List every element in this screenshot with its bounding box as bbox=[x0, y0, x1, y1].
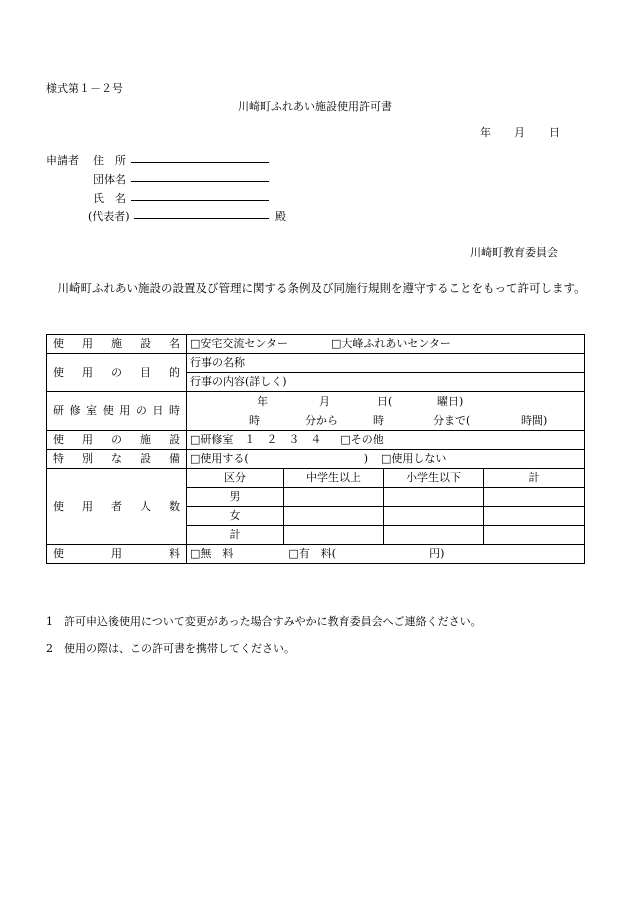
users-header-elementary: 小学生以下 bbox=[384, 469, 484, 488]
users-cell[interactable] bbox=[484, 488, 585, 507]
facility-option-omine[interactable]: □大峰ふれあいセンター bbox=[330, 337, 451, 350]
equipment-nouse-option[interactable]: □使用しない bbox=[380, 452, 447, 465]
group-field[interactable] bbox=[131, 169, 269, 182]
representative-field[interactable] bbox=[134, 206, 269, 219]
event-name-field[interactable]: 行事の名称 bbox=[187, 354, 585, 373]
datetime-field[interactable] bbox=[187, 392, 585, 431]
dt-hour-start: 時 bbox=[249, 414, 260, 427]
users-cell[interactable] bbox=[284, 507, 384, 526]
datetime-label: 研修室使用の日時 bbox=[47, 392, 187, 431]
date-month: 月 bbox=[514, 126, 525, 139]
page-title: 川崎町ふれあい施設使用許可書 bbox=[238, 100, 392, 113]
dt-from: 分から bbox=[305, 414, 338, 427]
fee-row bbox=[47, 545, 585, 564]
event-detail-field[interactable]: 行事の内容(詳しく) bbox=[187, 373, 585, 392]
date-day: 日 bbox=[549, 126, 560, 139]
address-field[interactable] bbox=[131, 150, 269, 163]
representative-label: (代表者) bbox=[88, 210, 130, 223]
group-label: 団体名 bbox=[93, 173, 126, 186]
users-row-label: 計 bbox=[187, 526, 284, 545]
fee-yen: 円) bbox=[429, 547, 445, 560]
users-cell[interactable] bbox=[384, 488, 484, 507]
issuer: 川崎町教育委員会 bbox=[470, 246, 558, 259]
dt-until: 分まで( bbox=[433, 414, 471, 427]
address-label: 住 所 bbox=[93, 154, 126, 167]
room-label: 使用の施設 bbox=[47, 431, 187, 450]
facility-row bbox=[47, 335, 585, 354]
users-header-total: 計 bbox=[484, 469, 585, 488]
users-header-category: 区分 bbox=[187, 469, 284, 488]
application-table bbox=[46, 334, 585, 564]
users-cell[interactable] bbox=[484, 507, 585, 526]
dt-day: 日( bbox=[377, 395, 393, 408]
datetime-row bbox=[47, 392, 585, 431]
purpose-row bbox=[47, 354, 585, 373]
equipment-row bbox=[47, 450, 585, 469]
users-cell[interactable] bbox=[384, 526, 484, 545]
users-cell[interactable] bbox=[284, 488, 384, 507]
form-number: 様式第１－２号 bbox=[46, 82, 123, 95]
dt-year: 年 bbox=[257, 395, 268, 408]
purpose-label: 使用の目的 bbox=[47, 354, 187, 392]
users-label: 使用者人数 bbox=[47, 469, 187, 545]
note-1: 1 許可申込後使用について変更があった場合すみやかに教育委員会へご連絡ください。 bbox=[46, 615, 482, 628]
users-row-label: 男 bbox=[187, 488, 284, 507]
date-year: 年 bbox=[480, 126, 491, 139]
dt-month: 月 bbox=[319, 395, 330, 408]
users-header-junior-high: 中学生以上 bbox=[284, 469, 384, 488]
room-option-training[interactable]: □研修室 １ ２ ３ ４ bbox=[190, 433, 322, 446]
equipment-label: 特別な設備 bbox=[47, 450, 187, 469]
applicant-heading: 申請者 bbox=[46, 154, 79, 167]
users-cell[interactable] bbox=[484, 526, 585, 545]
room-option-other[interactable]: □その他 bbox=[340, 433, 384, 446]
dt-hours: 時間) bbox=[521, 414, 548, 427]
facility-label: 使用施設名 bbox=[47, 335, 187, 354]
honorific: 殿 bbox=[275, 210, 286, 223]
users-cell[interactable] bbox=[284, 526, 384, 545]
fee-label: 使用料 bbox=[47, 545, 187, 564]
users-header-row bbox=[47, 469, 585, 488]
fee-free-option[interactable]: □無 料 bbox=[190, 547, 234, 560]
facility-option-ataka[interactable]: □安宅交流センター bbox=[190, 337, 288, 350]
users-cell[interactable] bbox=[384, 507, 484, 526]
name-field[interactable] bbox=[131, 188, 269, 201]
users-row-label: 女 bbox=[187, 507, 284, 526]
fee-paid-option[interactable]: □有 料( bbox=[288, 547, 337, 560]
dt-weekday: 曜日) bbox=[437, 395, 464, 408]
equipment-close-paren: ) bbox=[363, 452, 368, 465]
body-text: 川崎町ふれあい施設の設置及び管理に関する条例及び同施行規則を遵守することをもって許可します。 bbox=[57, 281, 586, 295]
note-2: 2 使用の際は、この許可書を携帯してください。 bbox=[46, 642, 295, 655]
name-label: 氏 名 bbox=[93, 192, 126, 205]
dt-hour-end: 時 bbox=[373, 414, 384, 427]
room-row bbox=[47, 431, 585, 450]
equipment-use-option[interactable]: □使用する( bbox=[190, 452, 249, 465]
